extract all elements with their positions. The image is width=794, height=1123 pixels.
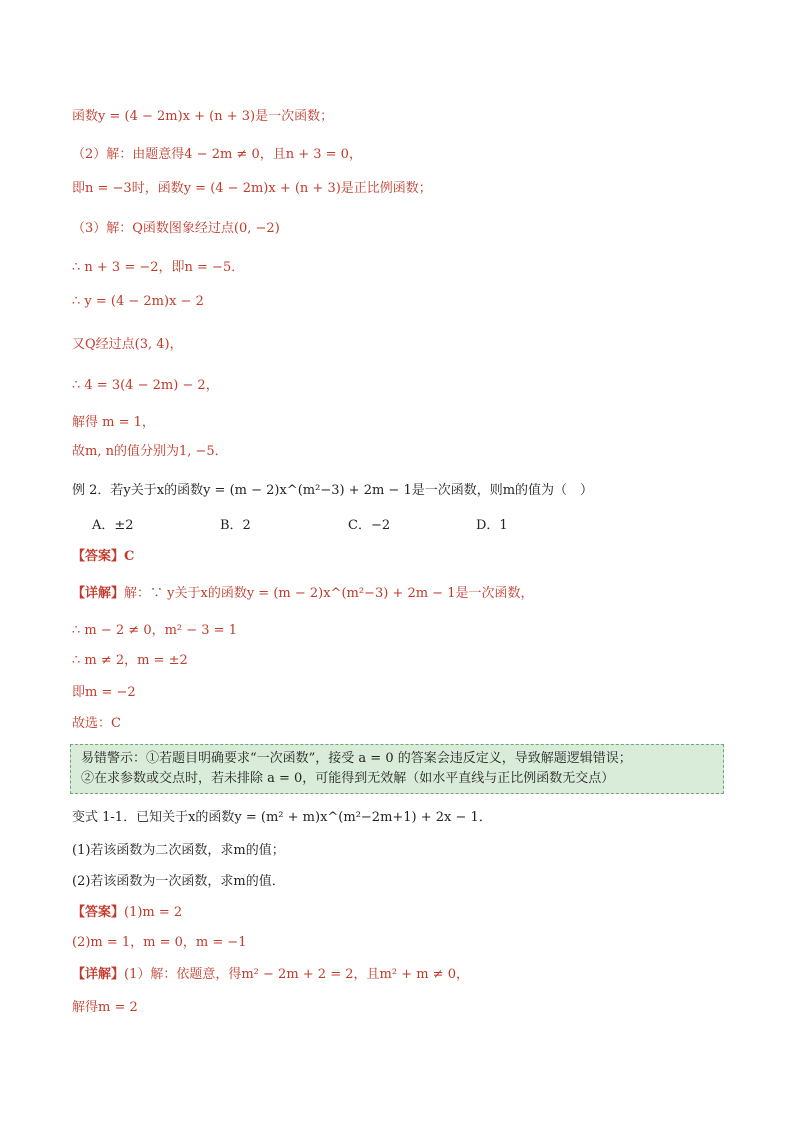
options-row [92, 517, 604, 535]
text-line: ∴ y = (4 − 2m)x − 2 [72, 294, 204, 309]
answer-value: C [124, 549, 135, 564]
text-line: 解得 m = 1， [72, 415, 155, 430]
detail-line [72, 585, 533, 603]
detail-label: 【详解】 [72, 586, 125, 601]
variant-question: 变式 1-1．已知关于x的函数y = (m² + m)x^(m²−2m+1) + 2x − 1． [72, 810, 492, 825]
answer-line [72, 548, 134, 566]
detail-label: 【详解】 [72, 967, 125, 982]
detail-line [72, 966, 469, 984]
text-line: （2）解：由题意得4 − 2m ≠ 0，且n + 3 = 0， [72, 147, 362, 162]
answer-value: (1)m = 2 [124, 905, 183, 920]
text-line: ∴ m − 2 ≠ 0，m² − 3 = 1 [72, 623, 237, 638]
text-line: 又Q经过点(3, 4)， [72, 337, 183, 352]
example-question: 例 2．若y关于x的函数y = (m − 2)x^(m²−3) + 2m − 1是一次函数，则m的值为（ ） [72, 483, 594, 498]
answer-label: 【答案】 [72, 905, 125, 920]
text-line: 即n = −3时，函数y = (4 − 2m)x + (n + 3)是正比例函数； [72, 181, 432, 196]
text-line: (2)m = 1，m = 0，m = −1 [72, 935, 247, 950]
text-line: 故m, n的值分别为1, −5． [72, 444, 228, 459]
text-line: ∴ n + 3 = −2，即n = −5． [72, 260, 245, 275]
text-line: 即m = −2 [72, 685, 136, 700]
text-line: 函数y = (4 − 2m)x + (n + 3)是一次函数； [72, 109, 334, 124]
detail-text: 解：∵ y关于x的函数y = (m − 2)x^(m²−3) + 2m − 1是一次函数， [124, 586, 534, 601]
answer-line [72, 904, 182, 922]
option-b: B．2 [220, 518, 251, 533]
error-warning-box [70, 744, 724, 794]
text-line: 故选：C [72, 716, 121, 731]
text-line: ∴ m ≠ 2，m = ±2 [72, 653, 188, 668]
option-a: A．±2 [92, 518, 134, 533]
note-line: 易错警示：①若题目明确要求“一次函数”，接受 a = 0 的答案会违反定义，导致解题逻辑错误； [81, 751, 632, 766]
sub-question-1: (1)若该函数为二次函数，求m的值； [72, 843, 285, 858]
sub-question-2: (2)若该函数为一次函数，求m的值． [72, 874, 285, 889]
text-line: 解得m = 2 [72, 1000, 138, 1015]
text-line: （3）解：Q函数图象经过点(0, −2) [72, 221, 280, 236]
option-d: D．1 [476, 518, 508, 533]
detail-text: (1）解：依题意，得m² − 2m + 2 = 2，且m² + m ≠ 0， [124, 967, 469, 982]
text-line: ∴ 4 = 3(4 − 2m) − 2， [72, 378, 219, 393]
answer-label: 【答案】 [72, 549, 125, 564]
note-line: ②在求参数或交点时，若未排除 a = 0，可能得到无效解（如水平直线与正比例函数无交点） [81, 771, 615, 786]
option-c: C．−2 [348, 518, 391, 533]
